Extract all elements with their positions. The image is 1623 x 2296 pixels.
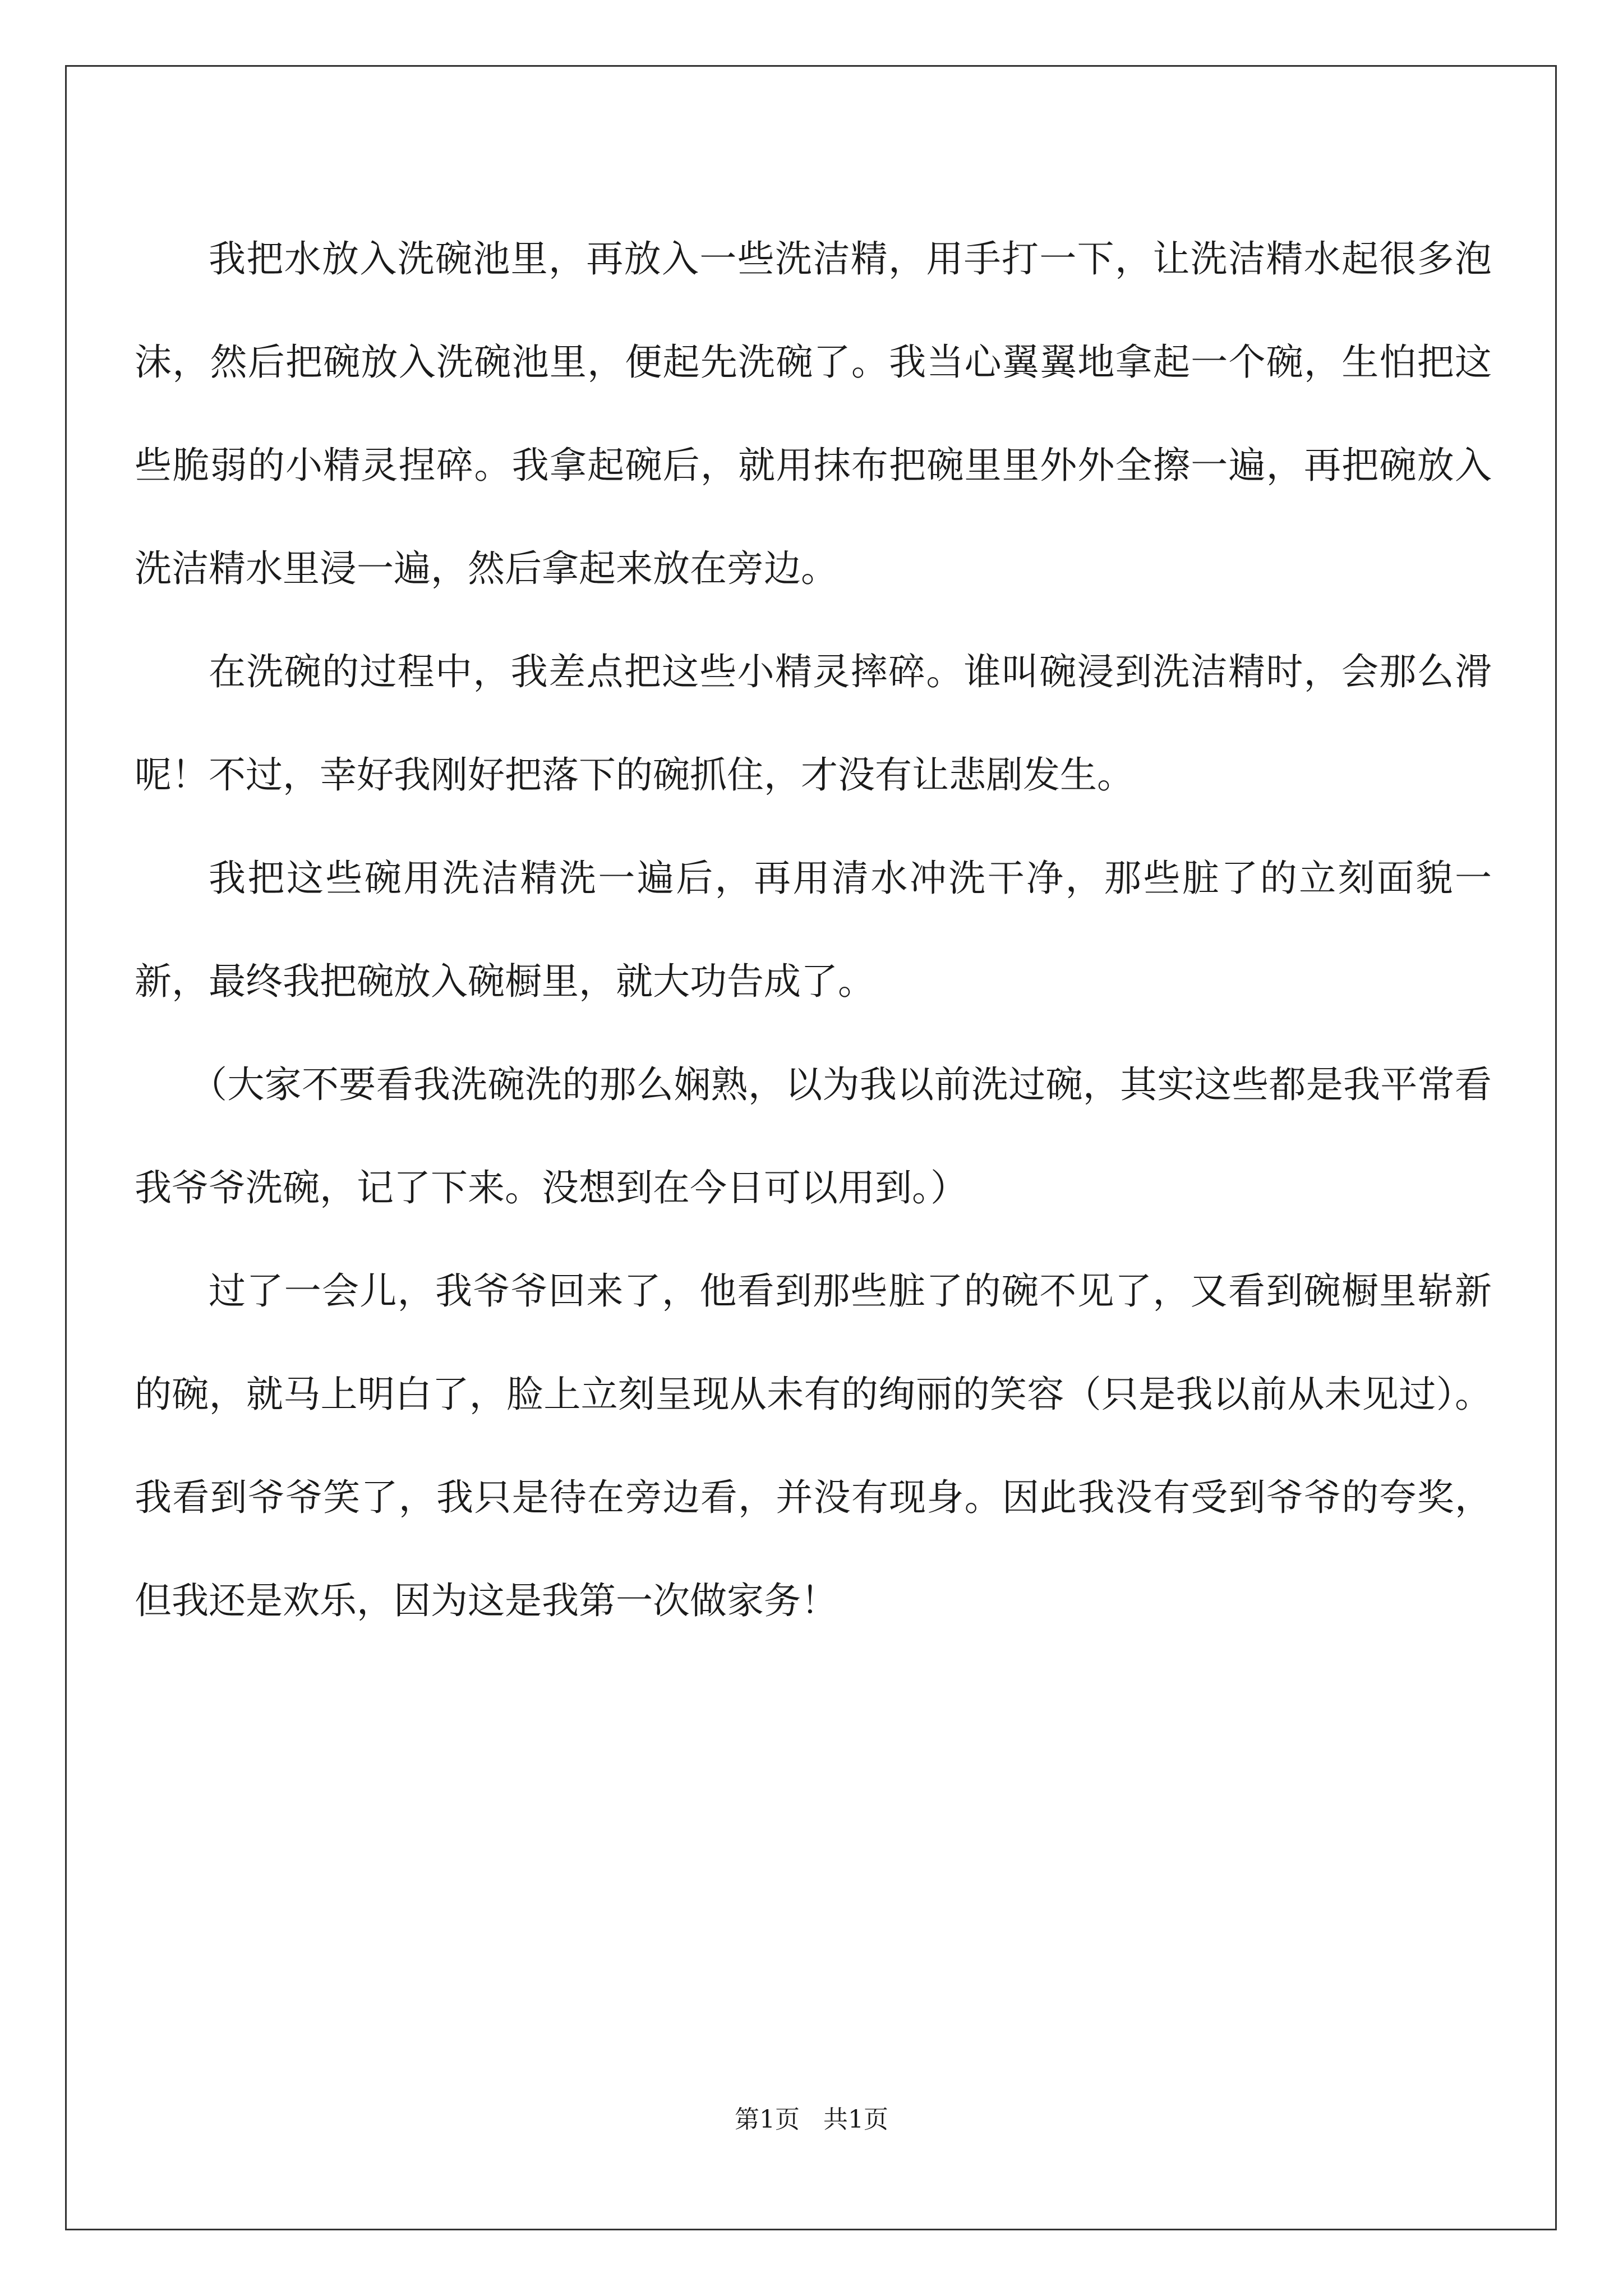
paragraph-5: 过了一会儿，我爷爷回来了，他看到那些脏了的碗不见了，又看到碗橱里崭新的碗，就马上明白了，脸上立刻呈现从未有的绚丽的笑容（只是我以前从未见过）。我看到爷爷笑了，我只是待在旁边看，并没有现身。因此我没有受到爷爷的夸奖，但我还是欢乐，因为这是我第一次做家务！ [135,1269,1492,1622]
document-body [135,208,1492,1653]
page-number-footer: 第1页 共1页 [735,2105,888,2134]
paragraph-1: 我把水放入洗碗池里，再放入一些洗洁精，用手打一下，让洗洁精水起很多泡沫，然后把碗放入洗碗池里，便起先洗碗了。我当心翼翼地拿起一个碗，生怕把这些脆弱的小精灵捏碎。我拿起碗后，就用抹布把碗里里外外全擦一遍，再把碗放入洗洁精水里浸一遍，然后拿起来放在旁边。 [135,237,1492,590]
paragraph-3: 我把这些碗用洗洁精洗一遍后，再用清水冲洗干净，那些脏了的立刻面貌一新，最终我把碗放入碗橱里，就大功告成了。 [135,857,1492,1003]
paragraph-4: （大家不要看我洗碗洗的那么娴熟，以为我以前洗过碗，其实这些都是我平常看我爷爷洗碗，记了下来。没想到在今日可以用到。） [135,1063,1492,1209]
paragraph-2: 在洗碗的过程中，我差点把这些小精灵摔碎。谁叫碗浸到洗洁精时，会那么滑呢！不过，幸好我刚好把落下的碗抓住，才没有让悲剧发生。 [135,650,1492,797]
